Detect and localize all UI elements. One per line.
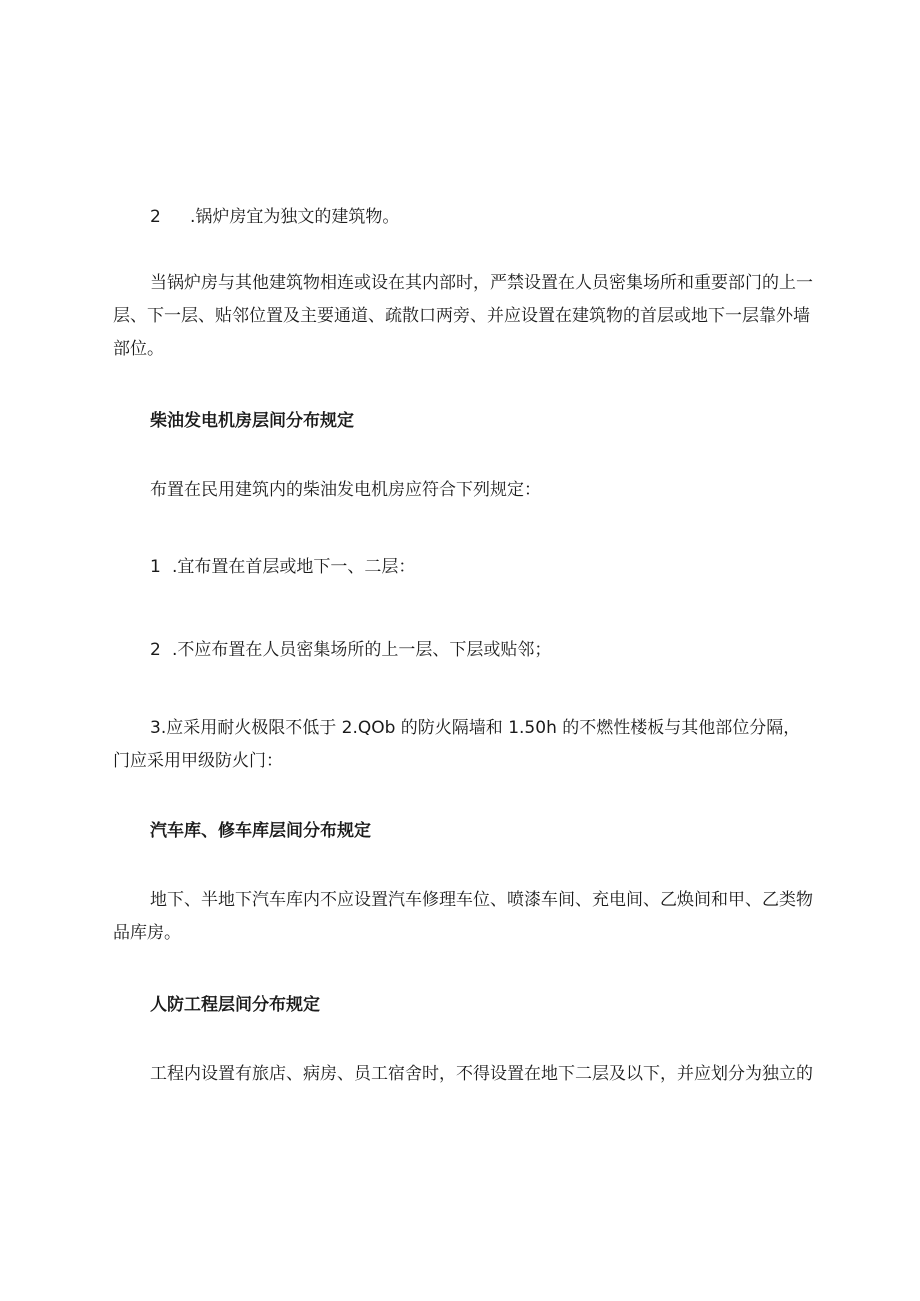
garage-paragraph: 地下、半地下汽车库内不应设置汽车修理车位、喷漆车间、充电间、乙焕间和甲、乙类物品库房。 [113,890,813,943]
heading-garage: 汽车库、修车库层间分布规定 [150,821,371,841]
item-number: 2 [150,207,161,227]
item-number: 2 [150,640,161,660]
heading-civil-defense: 人防工程层间分布规定 [150,995,320,1015]
item-number: 3 [150,718,161,738]
item-text: .应采用耐火极限不低于 2.QOb 的防火隔墙和 1.50h 的不燃性楼板与其他部位分隔，门应采用甲级防火门： [113,718,801,771]
item-number: 1 [150,557,161,577]
item-text: .锅炉房宜为独文的建筑物。 [190,207,400,227]
boiler-paragraph: 当锅炉房与其他建筑物相连或设在其内部时，严禁设置在人员密集场所和重要部门的上一层、下一层、贴邻位置及主要通道、疏散口两旁、并应设置在建筑物的首层或地下一层靠外墙部位。 [113,273,813,359]
diesel-item-1 [150,551,415,584]
civil-defense-paragraph: 工程内设置有旅店、病房、员工宿舍时，不得设置在地下二层及以下，并应划分为独立的 [150,1064,813,1084]
diesel-item-2 [150,634,551,667]
diesel-item-3 [113,712,813,778]
heading-diesel: 柴油发电机房层间分布规定 [150,411,354,431]
boiler-item-2 [150,201,399,234]
item-text: .宜布置在首层或地下一、二层： [172,557,416,577]
diesel-intro: 布置在民用建筑内的柴油发电机房应符合下列规定： [150,480,541,500]
item-text: .不应布置在人员密集场所的上一层、下层或贴邻； [172,640,552,660]
